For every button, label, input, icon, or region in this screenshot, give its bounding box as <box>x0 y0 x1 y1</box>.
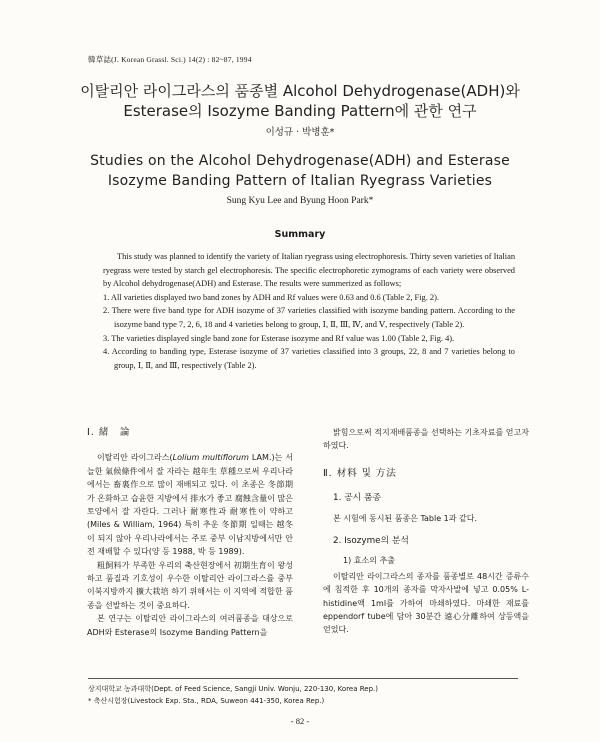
authors-korean: 이성규 · 박병훈* <box>265 127 335 138</box>
title-korean-line-2: Esterase의 Isozyme Banding Pattern에 관한 연구 <box>123 102 477 120</box>
intro-p1-start: 이탈리안 라이그라스( <box>97 453 173 463</box>
section-heading-introduction: Ⅰ. 緒 論 <box>87 427 131 438</box>
scientific-name: Lolium multiflorum <box>172 453 249 463</box>
intro-paragraph-3-continued: 밝힘으로써 적지재배품종을 선택하는 기초자료를 얻고자 하였다. <box>323 428 529 451</box>
abstract-item-1: 1. All varieties displayed two band zones by ADH and Rf values were 0.63 and 0.6 (Table 2, Fig. 2). <box>103 292 439 302</box>
summary-heading: Summary <box>274 229 326 240</box>
footnote-affiliation-1: 상지대학교 농과대학(Dept. of Feed Science, Sangji Univ. Wonju, 220-130, Korea Rep.) <box>88 685 378 693</box>
intro-paragraph-2: 粗飼料가 부족한 우리의 축산현장에서 初期生育이 왕성하고 품질과 기호성이 우수한 이탈리안 라이그라스를 중부 이북지방까지 擴大栽培 하기 위해서는 이 지역에 적합한 품종을 선발하는 것이 중요하다. <box>87 560 293 610</box>
intro-p1-rest: LAM.)는 서늘한 氣候條件에서 잘 자라는 越年生 草種으로써 우리나라에서는 畜裏作으로 많이 재배되고 있다. 이 초종은 冬節期가 온화하고 습윤한 지방에서 排水가 좋고 腐蝕含量이 많은 토양에서 잘 자란다. 그러나 耐寒性과 耐寒性이 약하고(Miles & William, 1964) 특히 추운 冬節期 일때는 越冬이 되지 않아 우리나라에서는 주로 중부 이남지방에서만 안전 재배할 수 있다(양 등 1988, 박 등 1989). <box>87 453 293 557</box>
page-number: - 82 - <box>290 716 310 726</box>
journal-citation: 韓草誌(J. Korean Grassl. Sci.) 14(2) : 82~87, 1994 <box>88 55 252 64</box>
footnote-divider <box>88 678 518 679</box>
section-heading-materials-methods: Ⅱ. 材料 및 方法 <box>323 467 397 479</box>
subsection-heading-varieties: 1. 공시 품종 <box>333 493 381 504</box>
footnotes <box>88 683 378 707</box>
title-korean-line-1: 이탈리안 라이그라스의 품종별 Alcohol Dehydrogenase(ADH)와 <box>80 82 520 100</box>
abstract-item-3: 3. The varieties displayed single band zone for Esterase isozyme and Rf value was 1.00 (Table 2, Fig. 4). <box>103 333 455 343</box>
subsubsection-heading-extraction: 1) 효소의 추출 <box>343 556 395 566</box>
extraction-paragraph: 이탈리안 라이그라스의 종자를 품종별로 48시간 증류수에 침적한 후 10개의 종자를 막자사발에 넣고 0.05% L-histidine액 1ml를 가하여 마쇄하였다. 마쇄한 재료를 eppendorf tube에 담아 30분간 遠心分離하여 상등액을 얻었다. <box>323 571 529 635</box>
title-english-line-1: Studies on the Alcohol Dehydrogenase(ADH) and Esterase <box>90 153 510 169</box>
footnote-affiliation-2: * 축산시험장(Livestock Exp. Sta., RDA, Suweon 441-350, Korea Rep.) <box>88 697 325 705</box>
subsection-heading-isozyme: 2. Isozyme의 분석 <box>333 536 409 547</box>
title-english-line-2: Isozyme Banding Pattern of Italian Ryegrass Varieties <box>107 173 493 189</box>
abstract-item-2: 2. There were five band type for ADH isozyme of 37 varieties classified with isozyme banding pattern. According to the isozyme band type 7, 2, 6, 18 and 4 varieties belong to group, Ⅰ, Ⅱ, Ⅲ, Ⅳ, and Ⅴ, respectively (Table 2). <box>103 306 515 329</box>
intro-paragraph-1 <box>87 451 293 558</box>
left-column <box>87 426 293 639</box>
abstract-intro: This study was planned to identify the variety of Italian ryegrass using electrophoresis. Thirty seven varieties of Italian ryegrass were tested by starch gel electrophoresis. The specific electrophoretic zymograms of each variety were observed by Alcohol dehydrogenase(ADH) and Esterase. The results were summerized as follows; <box>103 252 516 289</box>
abstract-item-4: 4. According to banding type, Esterase isozyme of 37 varieties classified into 3 groups, 22, 8 and 7 varieties belong to group, Ⅰ, Ⅱ, and Ⅲ, respectively (Table 2). <box>103 347 515 370</box>
authors-english: Sung Kyu Lee and Byung Hoon Park* <box>226 196 374 206</box>
intro-paragraph-3: 본 연구는 이탈리안 라이그라스의 여러품종을 대상으로 ADH와 Esterase의 Isozyme Banding Pattern을 <box>87 614 293 637</box>
abstract <box>103 250 515 372</box>
varieties-paragraph: 본 시험에 동시된 품종은 Table 1과 같다. <box>333 513 478 523</box>
right-column <box>323 426 529 637</box>
